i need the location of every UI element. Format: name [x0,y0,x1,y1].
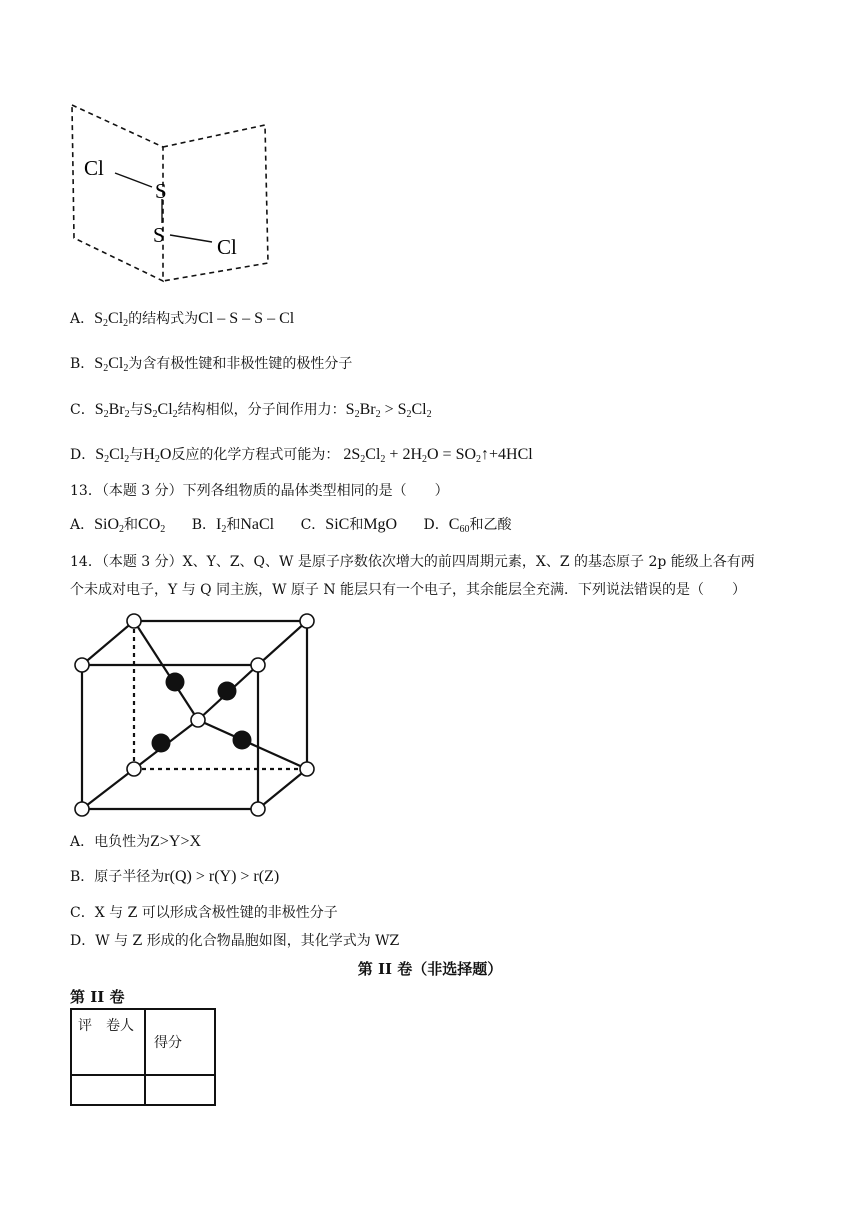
q14-option-c[interactable]: C．X 与 Z 可以形成含极性键的非极性分子 [70,905,338,921]
grader-cell[interactable] [71,1075,145,1105]
q13-options [70,515,533,535]
q12-option-a[interactable]: A．$S_2Cl_2$的结构式为Cl – S – S – Cl [70,310,295,329]
q13-option-c[interactable]: C．SiC和MgO [300,516,398,533]
s-atom-1: S [155,179,167,203]
cl-atom-2: Cl [217,235,237,259]
grader-header: 评 卷人 [71,1009,145,1075]
q13-stem: 13．（本题 3 分）下列各组物质的晶体类型相同的是（ ） [70,483,449,499]
score-table [70,1008,216,1106]
q13-option-a[interactable]: A．SiO$_2$和$CO_2$ [70,516,166,535]
cl-atom-1: Cl [84,156,104,180]
s2cl2-structure-diagram [60,95,290,290]
s-atom-2: S [153,223,165,247]
score-header: 得分 [145,1009,215,1075]
crystal-cell-diagram [70,612,325,817]
q14-stem-line1: 14．（本题 3 分）X、Y、Z、Q、W 是原子序数依次增大的前四周期元素，X、Z 的基态原子 2p 能级上各有两 [70,554,755,570]
volume-label: 第 II 卷 [70,988,125,1006]
q14-option-b[interactable]: B．原子半径为r(Q) > r(Y) > r(Z) [70,868,280,885]
section-title: 第 II 卷（非选择题） [357,960,503,978]
q13-option-b[interactable]: B．$I_2$和NaCl [191,516,275,535]
q14-option-a[interactable]: A．电负性为Z>Y>X [70,833,202,850]
q12-option-b[interactable]: B．$S_2Cl_2$为含有极性键和非极性键的极性分子 [70,355,353,374]
q13-option-d[interactable]: D．$C_{60}$和乙酸 [423,516,512,535]
q14-option-d[interactable]: D．W 与 Z 形成的化合物晶胞如图，其化学式为 WZ [70,933,400,949]
score-cell[interactable] [145,1075,215,1105]
q12-option-c[interactable]: C．$S_2Br_2$与$S_2Cl_2$结构相似，分子间作用力：$S_2Br_2 > S_2Cl_2$ [70,401,432,420]
q12-option-d[interactable]: D．$S_2Cl_2$与$H_2O$反应的化学方程式可能为： $2S_2Cl_2 + 2H_2O$ = $SO_2↑+4HCl$ [70,446,533,465]
q14-stem-line2: 个未成对电子，Y 与 Q 同主族，W 原子 N 能层只有一个电子，其余能层全充满．下列说法错误的是（ ） [70,582,747,598]
